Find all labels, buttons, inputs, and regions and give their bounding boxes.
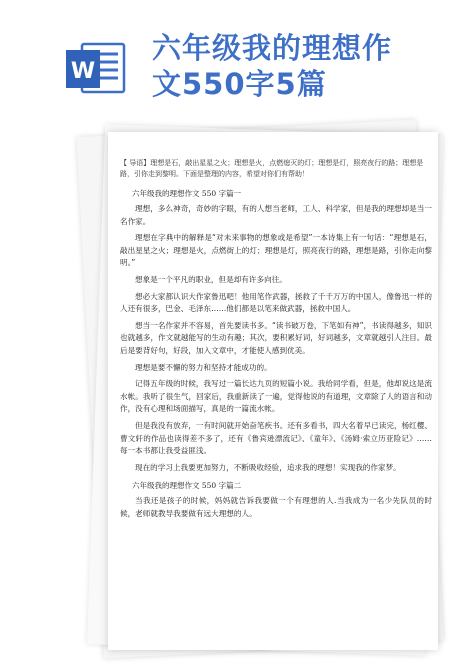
paragraph: 理想是要不懈的努力和坚持才能成功的。 xyxy=(135,362,272,372)
lead-paragraph: 【 导语】理想是石，敲出星星之火；理想是火，点燃熄灭的灯；理想是灯，照亮夜行的路；理想是路，引你走到黎明。下面是整理的内容，希望对你们有帮助！ xyxy=(120,159,424,178)
section-1-title: 六年级我的理想作文 550 字篇一 xyxy=(132,189,242,198)
paragraph: 想当一名作家并不容易，首先要读书多。“读书破万卷，下笔如有神”，书读得越多，知识也就越多，作文就越能写的生动有趣；其次，要积累好词，好词越多，文章就越引人注目。最后是要背好句，好段，加入文章中，才能使人感到优美。 xyxy=(120,320,432,355)
paragraph: 理想在字典中的解释是“对未来事物的想象或是希望”一本诗集上有一句话：“理想是石，敲出星星之火；理想是火，点燃街上的灯；理想是灯，照亮夜行的路，理想是路，引你走向黎明。” xyxy=(120,233,432,268)
paragraph: 理想，多么神奇，奇妙的字眼，有的人想当老师，工人、科学家，但是我的理想却是当一名作家。 xyxy=(120,204,432,226)
header-band xyxy=(0,0,474,118)
paragraph: 现在的学习上我要更加努力，不断吸收经验，追求我的理想！实现我的作家梦。 xyxy=(135,462,401,472)
paragraph: 当我还是孩子的时候，妈妈就告诉我要做一个有理想的人.当我成为一名少先队员的时候，老师就教导我要做有远大理想的人。 xyxy=(120,496,432,518)
section-2-title: 六年级我的理想作文 550 字篇二 xyxy=(132,481,242,491)
title-line-2: 文550字5篇 xyxy=(152,67,327,101)
word-logo-letter: W xyxy=(70,59,96,84)
word-document-icon xyxy=(64,40,126,96)
document-title xyxy=(152,30,462,102)
title-line-1: 六年级我的理想作 xyxy=(152,31,393,65)
paragraph: 想必大家都认识大作家鲁迅吧！他用笔作武器，拯救了千千万万的中国人，像鲁迅一样的人还有很多，巴金、毛泽东……他们都是以笔来做武器，拯救中国人。 xyxy=(120,291,432,314)
document-content xyxy=(120,158,432,524)
paragraph: 想象是一个平凡的职业，但是却有许多向往。 xyxy=(135,274,287,284)
document-page xyxy=(108,132,438,650)
paragraph: 记得五年级的时候，我写过一篇长达九页的短篇小说。我给同学看，但是，他却说这是流水帐。我听了很生气，回家后，我重新读了一遍，觉得他说的有道理，文章除了人的语言和动作，没有心理和场面描写，真是的一篇流水帐。 xyxy=(120,379,432,414)
paragraph: 但是我没有放弃，一有时间就开始奋笔疾书。还有多看书，四大名着早已读完，杨红樱、曹文轩的作品也读得差不多了，还有《鲁宾逊漂流记》、《童年》、《汤姆·索立历亚险记》……每一本书都让我受益匪浅。 xyxy=(120,420,432,456)
